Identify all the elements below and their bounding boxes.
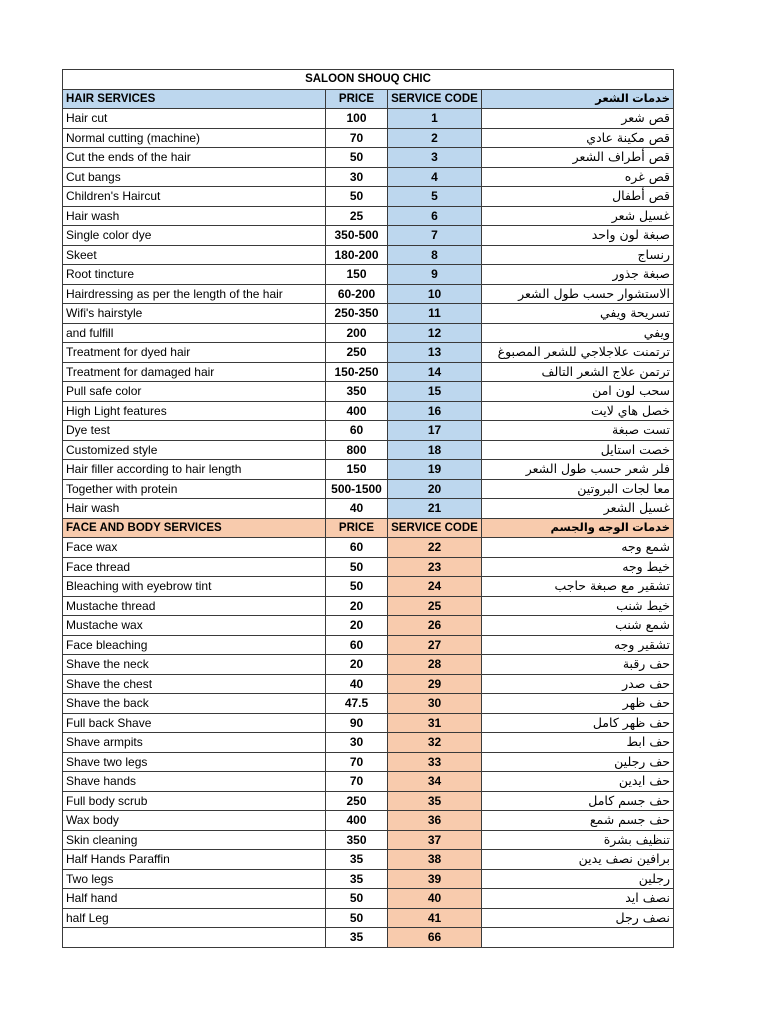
service-name-arabic: قص أطفال: [482, 187, 674, 207]
service-code: 30: [388, 694, 482, 714]
price-list-body: [63, 70, 674, 948]
service-name: Root tincture: [63, 265, 326, 285]
service-name-arabic: برافين نصف يدين: [482, 850, 674, 870]
service-row: [63, 752, 674, 772]
service-row: [63, 245, 674, 265]
service-name: Face wax: [63, 538, 326, 558]
service-name-arabic: تست صبغة: [482, 421, 674, 441]
service-name: Skeet: [63, 245, 326, 265]
service-row: [63, 323, 674, 343]
service-code: 4: [388, 167, 482, 187]
service-price: 70: [326, 128, 388, 148]
service-row: [63, 128, 674, 148]
service-price: 25: [326, 206, 388, 226]
service-price: 60: [326, 635, 388, 655]
service-name-arabic: قص مكينة عادي: [482, 128, 674, 148]
service-row: [63, 869, 674, 889]
service-name: Shave two legs: [63, 752, 326, 772]
service-code: 20: [388, 479, 482, 499]
service-row: [63, 109, 674, 129]
price-list-table: [62, 69, 674, 948]
service-name-arabic: خيط وجه: [482, 557, 674, 577]
service-price: 350: [326, 382, 388, 402]
service-row: [63, 148, 674, 168]
service-code: 22: [388, 538, 482, 558]
service-name: Wifi's hairstyle: [63, 304, 326, 324]
service-price: 350: [326, 830, 388, 850]
service-name-arabic: خيط شنب: [482, 596, 674, 616]
service-name: Full back Shave: [63, 713, 326, 733]
service-code: 8: [388, 245, 482, 265]
service-name-arabic: الاستشوار حسب طول الشعر: [482, 284, 674, 304]
service-name: Hairdressing as per the length of the hair: [63, 284, 326, 304]
service-name-arabic: تشقير مع صبغة حاجب: [482, 577, 674, 597]
service-name: High Light features: [63, 401, 326, 421]
service-row: [63, 772, 674, 792]
service-name-arabic: ترتمن علاج الشعر التالف: [482, 362, 674, 382]
service-name: Bleaching with eyebrow tint: [63, 577, 326, 597]
service-price: 60-200: [326, 284, 388, 304]
service-row: [63, 421, 674, 441]
service-name: half Leg: [63, 908, 326, 928]
hair-section-header: [63, 89, 674, 109]
service-code: 28: [388, 655, 482, 675]
service-row: [63, 616, 674, 636]
service-price: 150: [326, 460, 388, 480]
service-name: Children's Haircut: [63, 187, 326, 207]
service-code: 21: [388, 499, 482, 519]
service-price: 20: [326, 655, 388, 675]
service-code: 32: [388, 733, 482, 753]
service-name-arabic: قص أطراف الشعر: [482, 148, 674, 168]
service-row: [63, 304, 674, 324]
service-code: 25: [388, 596, 482, 616]
service-code-column-header: SERVICE CODE: [388, 518, 482, 538]
service-price: 70: [326, 772, 388, 792]
service-code: 39: [388, 869, 482, 889]
service-row: [63, 538, 674, 558]
service-name: Dye test: [63, 421, 326, 441]
service-price: 50: [326, 557, 388, 577]
service-row: [63, 889, 674, 909]
service-code: 3: [388, 148, 482, 168]
face-section-header: [63, 518, 674, 538]
service-name: Shave armpits: [63, 733, 326, 753]
service-name-arabic: غسيل الشعر: [482, 499, 674, 519]
service-row: [63, 850, 674, 870]
service-row: [63, 187, 674, 207]
service-code: 31: [388, 713, 482, 733]
service-price: 40: [326, 499, 388, 519]
service-row: [63, 167, 674, 187]
service-name: Wax body: [63, 811, 326, 831]
service-name-arabic: حف ابط: [482, 733, 674, 753]
service-code: 33: [388, 752, 482, 772]
service-name-arabic: حف صدر: [482, 674, 674, 694]
service-row: [63, 811, 674, 831]
service-code: 18: [388, 440, 482, 460]
service-row: [63, 362, 674, 382]
service-code: 66: [388, 928, 482, 948]
service-name: Cut the ends of the hair: [63, 148, 326, 168]
service-name-arabic: حف رجلين: [482, 752, 674, 772]
service-name-arabic: نصف ايد: [482, 889, 674, 909]
service-price: 400: [326, 811, 388, 831]
service-row: [63, 265, 674, 285]
service-code: 26: [388, 616, 482, 636]
service-name-arabic: رنساج: [482, 245, 674, 265]
service-name-arabic: فلر شعر حسب طول الشعر: [482, 460, 674, 480]
service-code: 14: [388, 362, 482, 382]
service-row: [63, 460, 674, 480]
service-name-arabic: خصت استايل: [482, 440, 674, 460]
service-code: 38: [388, 850, 482, 870]
service-price: 30: [326, 733, 388, 753]
service-price: 500-1500: [326, 479, 388, 499]
service-name: Face thread: [63, 557, 326, 577]
service-name-arabic: حف ظهر: [482, 694, 674, 714]
service-name-arabic: خصل هاي لايت: [482, 401, 674, 421]
service-price: 50: [326, 187, 388, 207]
service-name: Two legs: [63, 869, 326, 889]
service-name: Half hand: [63, 889, 326, 909]
service-row: [63, 226, 674, 246]
service-price: 350-500: [326, 226, 388, 246]
service-row: [63, 791, 674, 811]
service-price: 800: [326, 440, 388, 460]
service-name-arabic: صبغة لون واحد: [482, 226, 674, 246]
service-price: 90: [326, 713, 388, 733]
service-code: 16: [388, 401, 482, 421]
service-name: Mustache thread: [63, 596, 326, 616]
service-price: 250-350: [326, 304, 388, 324]
title-row: [63, 70, 674, 90]
service-code: 2: [388, 128, 482, 148]
service-code-column-header: SERVICE CODE: [388, 89, 482, 109]
service-code: 19: [388, 460, 482, 480]
service-price: 250: [326, 791, 388, 811]
service-price: 60: [326, 538, 388, 558]
service-code: 34: [388, 772, 482, 792]
service-name-arabic: حف رقبة: [482, 655, 674, 675]
service-code: 15: [388, 382, 482, 402]
service-name: Skin cleaning: [63, 830, 326, 850]
service-name: Hair filler according to hair length: [63, 460, 326, 480]
service-code: 40: [388, 889, 482, 909]
service-name-arabic: رجلين: [482, 869, 674, 889]
service-price: 400: [326, 401, 388, 421]
service-row: [63, 499, 674, 519]
service-name-arabic: صبغة جذور: [482, 265, 674, 285]
service-row: [63, 596, 674, 616]
service-name: Normal cutting (machine): [63, 128, 326, 148]
service-name: Single color dye: [63, 226, 326, 246]
service-price: 50: [326, 148, 388, 168]
service-row: [63, 284, 674, 304]
service-price: 250: [326, 343, 388, 363]
service-row: [63, 343, 674, 363]
service-name: Full body scrub: [63, 791, 326, 811]
service-row: [63, 674, 674, 694]
service-name: Half Hands Paraffin: [63, 850, 326, 870]
service-code: 24: [388, 577, 482, 597]
service-price: 150-250: [326, 362, 388, 382]
service-row: [63, 382, 674, 402]
service-price: 100: [326, 109, 388, 129]
service-name: [63, 928, 326, 948]
service-name: Mustache wax: [63, 616, 326, 636]
service-name-arabic: حف جسم شمع: [482, 811, 674, 831]
service-name: Pull safe color: [63, 382, 326, 402]
service-price: 20: [326, 596, 388, 616]
service-column-header: HAIR SERVICES: [63, 89, 326, 109]
service-code: 13: [388, 343, 482, 363]
service-name: Cut bangs: [63, 167, 326, 187]
service-row: [63, 577, 674, 597]
service-code: 11: [388, 304, 482, 324]
service-name-arabic: حف جسم كامل: [482, 791, 674, 811]
service-code: 23: [388, 557, 482, 577]
price-column-header: PRICE: [326, 518, 388, 538]
service-code: 7: [388, 226, 482, 246]
service-name-arabic: سحب لون امن: [482, 382, 674, 402]
service-price: 20: [326, 616, 388, 636]
service-row: [63, 928, 674, 948]
service-code: 41: [388, 908, 482, 928]
salon-title: SALOON SHOUQ CHIC: [63, 70, 674, 90]
service-price: 200: [326, 323, 388, 343]
service-price: 70: [326, 752, 388, 772]
service-name-arabic: شمع وجه: [482, 538, 674, 558]
service-row: [63, 655, 674, 675]
service-code: 6: [388, 206, 482, 226]
service-name: Shave the chest: [63, 674, 326, 694]
arabic-column-header: خدمات الشعر: [482, 89, 674, 109]
service-row: [63, 908, 674, 928]
service-name: Shave hands: [63, 772, 326, 792]
service-price: 50: [326, 908, 388, 928]
service-name: Hair cut: [63, 109, 326, 129]
arabic-column-header: خدمات الوجه والجسم: [482, 518, 674, 538]
service-row: [63, 830, 674, 850]
service-code: 27: [388, 635, 482, 655]
service-price: 35: [326, 928, 388, 948]
service-row: [63, 733, 674, 753]
service-row: [63, 440, 674, 460]
service-code: 1: [388, 109, 482, 129]
service-price: 47.5: [326, 694, 388, 714]
service-row: [63, 557, 674, 577]
service-price: 35: [326, 869, 388, 889]
service-name: Treatment for damaged hair: [63, 362, 326, 382]
service-code: 29: [388, 674, 482, 694]
service-code: 36: [388, 811, 482, 831]
service-name: Shave the neck: [63, 655, 326, 675]
service-code: 5: [388, 187, 482, 207]
service-price: 50: [326, 889, 388, 909]
service-row: [63, 635, 674, 655]
service-name: Face bleaching: [63, 635, 326, 655]
service-name-arabic: نصف رجل: [482, 908, 674, 928]
service-name-arabic: شمع شنب: [482, 616, 674, 636]
service-name: Together with protein: [63, 479, 326, 499]
service-code: 10: [388, 284, 482, 304]
service-price: 35: [326, 850, 388, 870]
service-name-arabic: ترتمنت علاجلاجي للشعر المصبوغ: [482, 343, 674, 363]
service-code: 12: [388, 323, 482, 343]
service-name-arabic: تنظيف بشرة: [482, 830, 674, 850]
service-row: [63, 401, 674, 421]
service-price: 50: [326, 577, 388, 597]
service-name-arabic: ويفي: [482, 323, 674, 343]
service-name: Shave the back: [63, 694, 326, 714]
service-name-arabic: حف ايدين: [482, 772, 674, 792]
service-price: 60: [326, 421, 388, 441]
service-name: and fulfill: [63, 323, 326, 343]
service-name-arabic: [482, 928, 674, 948]
service-column-header: FACE AND BODY SERVICES: [63, 518, 326, 538]
service-name-arabic: قص غره: [482, 167, 674, 187]
service-name: Customized style: [63, 440, 326, 460]
service-row: [63, 694, 674, 714]
service-price: 180-200: [326, 245, 388, 265]
price-column-header: PRICE: [326, 89, 388, 109]
service-name-arabic: قص شعر: [482, 109, 674, 129]
service-name-arabic: تسريحة ويفي: [482, 304, 674, 324]
service-code: 35: [388, 791, 482, 811]
service-name: Hair wash: [63, 499, 326, 519]
service-name-arabic: تشقير وجه: [482, 635, 674, 655]
service-row: [63, 479, 674, 499]
service-price: 30: [326, 167, 388, 187]
service-name: Treatment for dyed hair: [63, 343, 326, 363]
service-price: 40: [326, 674, 388, 694]
service-code: 9: [388, 265, 482, 285]
service-name-arabic: معا لجات البروتين: [482, 479, 674, 499]
service-name-arabic: غسيل شعر: [482, 206, 674, 226]
service-row: [63, 206, 674, 226]
service-price: 150: [326, 265, 388, 285]
service-name: Hair wash: [63, 206, 326, 226]
service-code: 37: [388, 830, 482, 850]
service-row: [63, 713, 674, 733]
service-name-arabic: حف ظهر كامل: [482, 713, 674, 733]
service-code: 17: [388, 421, 482, 441]
